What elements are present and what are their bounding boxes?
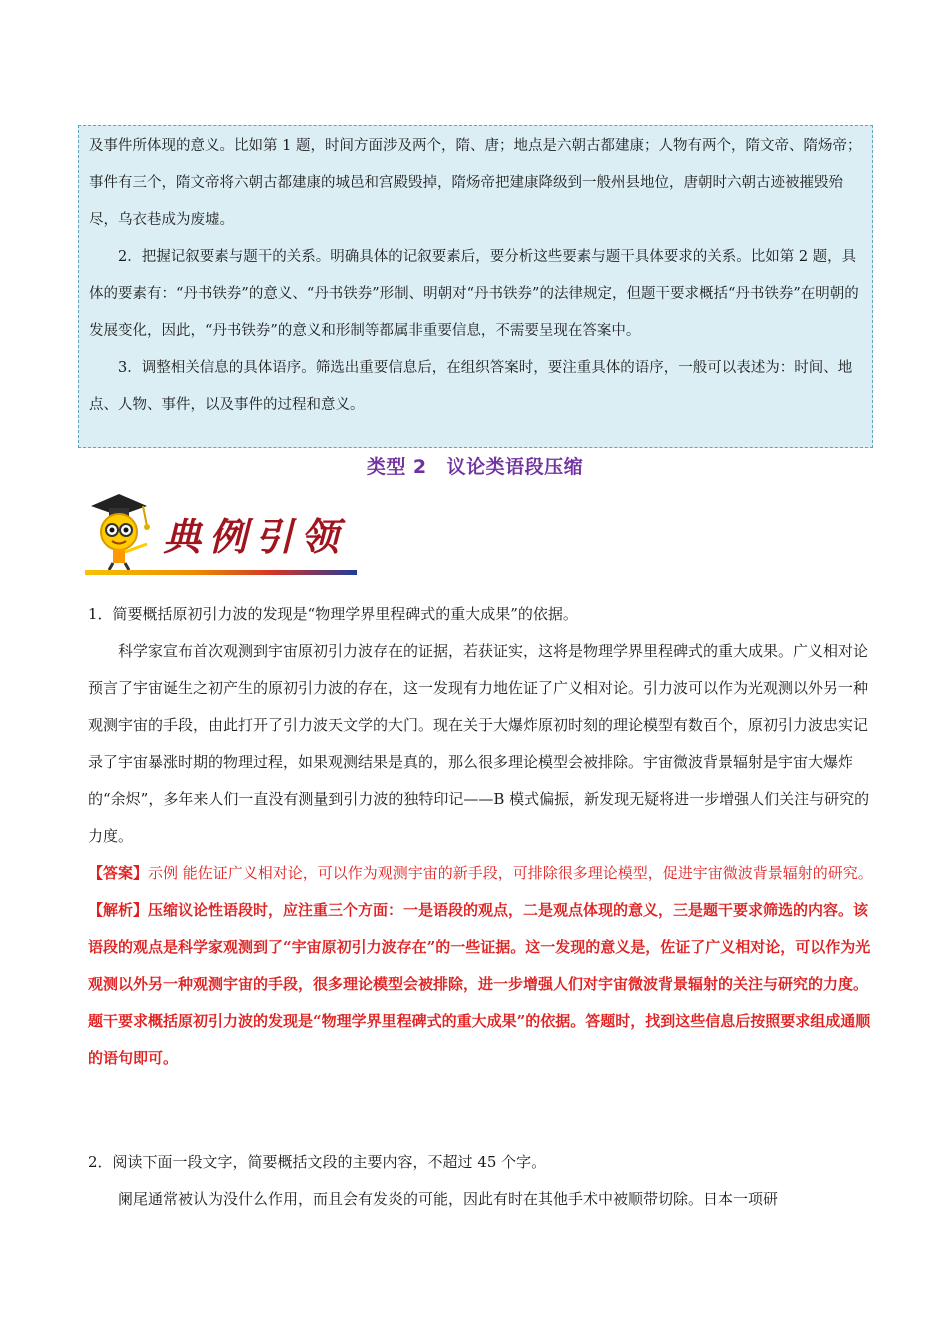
- doctor-mascot-icon: [85, 492, 165, 572]
- example-banner: [85, 492, 357, 582]
- banner-underline: [85, 570, 357, 575]
- note-paragraph-2: 2．把握记叙要素与题干的关系。明确具体的记叙要素后，要分析这些要素与题干具体要求的关系。比如第 2 题，具体的要素有：“丹书铁券”的意义、“丹书铁券”形制、明朝对“丹书铁券”的法律规定，但题干要求概括“丹书铁券”在明朝的发展变化，因此，“丹书铁券”的意义和形制等都属非重要信息，不需要呈现在答案中。: [89, 249, 859, 339]
- section-type-label: 类型 2: [366, 456, 427, 478]
- question-1-passage: 科学家宣布首次观测到宇宙原初引力波存在的证据，若获证实，这将是物理学界里程碑式的重大成果。广义相对论预言了宇宙诞生之初产生的原初引力波的存在，这一发现有力地佐证了广义相对论。引力波可以作为光观测以外另一种观测宇宙的手段，由此打开了引力波天文学的大门。现在关于大爆炸原初时刻的理论模型有数百个，原初引力波忠实记录了宇宙暴涨时期的物理过程，如果观测结果是真的，那么很多理论模型会被排除。宇宙微波背景辐射是宇宙大爆炸的“余烬”，多年来人们一直没有测量到引力波的独特印记——B 模式偏振，新发现无疑将进一步增强人们关注与研究的力度。: [88, 642, 870, 845]
- question-2-block: [88, 1144, 873, 1218]
- answer-text: 示例 能佐证广义相对论，可以作为观测宇宙的新手段，可排除很多理论模型，促进宇宙微波背景辐射的研究。: [148, 864, 873, 882]
- section-type-name: 议论类语段压缩: [446, 456, 584, 478]
- banner-title: 典例引领: [163, 514, 348, 559]
- analysis-tag: 【解析】: [88, 901, 149, 919]
- answer-tag: 【答案】: [88, 864, 149, 882]
- question-2-passage: 阑尾通常被认为没什么作用，而且会有发炎的可能，因此有时在其他手术中被顺带切除。日本一项研: [118, 1190, 779, 1208]
- question-2-prompt: 2．阅读下面一段文字，简要概括文段的主要内容，不超过 45 个字。: [88, 1153, 547, 1171]
- section-title: [0, 452, 950, 479]
- method-note-box: [78, 125, 873, 448]
- question-1-answer: [88, 855, 873, 892]
- analysis-text: 压缩议论性语段时，应注重三个方面：一是语段的观点，二是观点体现的意义，三是题干要求筛选的内容。该语段的观点是科学家观测到了“宇宙原初引力波存在”的一些证据。这一发现的意义是，佐证了广义相对论，可以作为光观测以外另一种观测宇宙的手段，很多理论模型会被排除，进一步增强人们对宇宙微波背景辐射的关注与研究的力度。题干要求概括原初引力波的发现是“物理学界里程碑式的重大成果”的依据。答题时，找到这些信息后按照要求组成通顺的语句即可。: [88, 901, 871, 1067]
- question-1-prompt: 1．简要概括原初引力波的发现是“物理学界里程碑式的重大成果”的依据。: [88, 605, 578, 623]
- note-paragraph-1: 及事件所体现的意义。比如第 1 题，时间方面涉及两个，隋、唐；地点是六朝古都建康；人物有两个，隋文帝、隋炀帝；事件有三个，隋文帝将六朝古都建康的城邑和宫殿毁掉，隋炀帝把建康降级到一般州县地位，唐朝时六朝古迹被摧毁殆尽，乌衣巷成为废墟。: [89, 138, 862, 228]
- question-1-analysis: [88, 892, 873, 1077]
- note-paragraph-3: 3．调整相关信息的具体语序。筛选出重要信息后，在组织答案时，要注重具体的语序，一般可以表述为：时间、地点、人物、事件，以及事件的过程和意义。: [89, 360, 853, 413]
- question-1-block: [88, 596, 873, 1077]
